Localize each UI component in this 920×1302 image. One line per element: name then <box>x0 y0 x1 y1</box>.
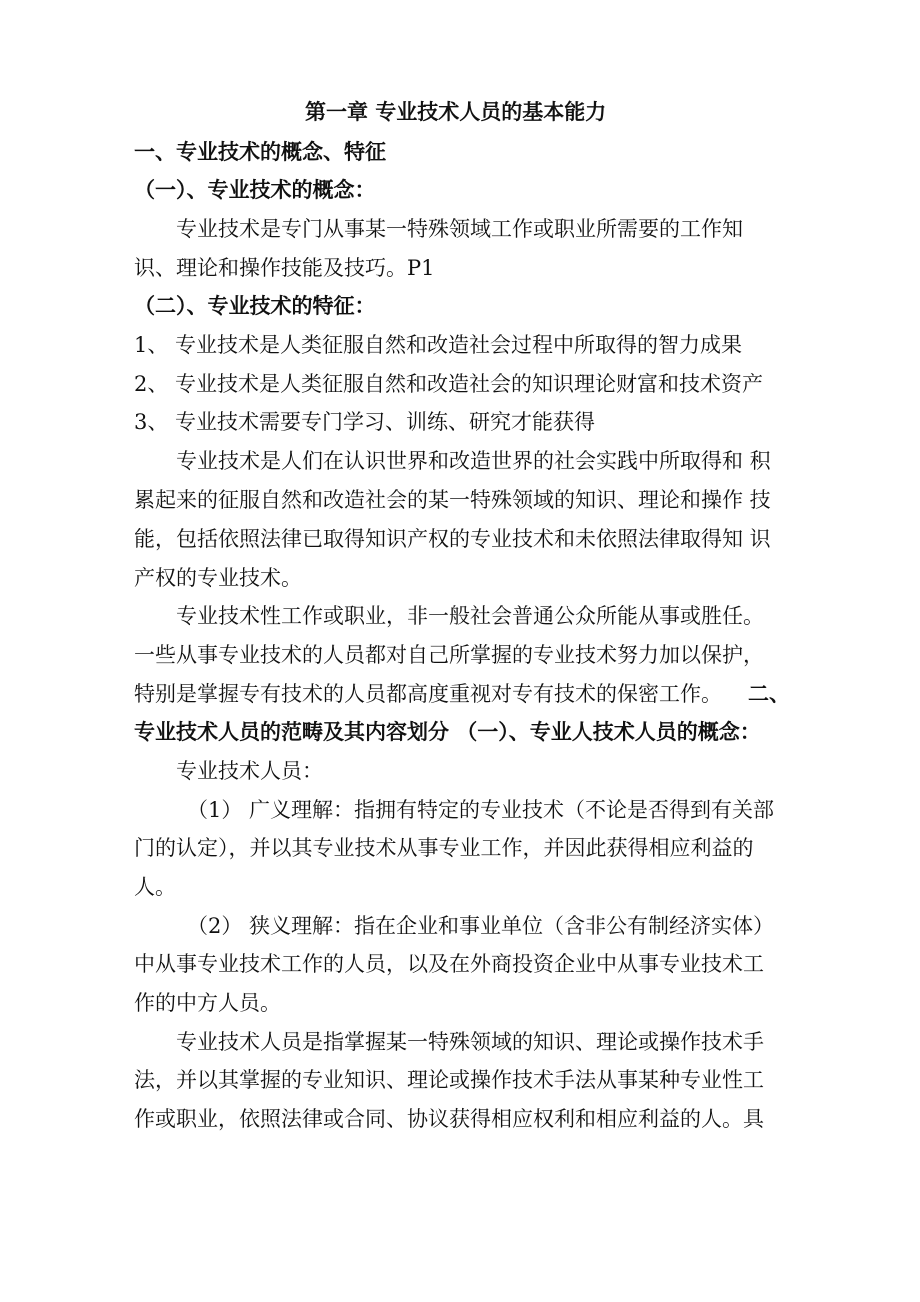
paragraph-line: 专业技术人员是指掌握某一特殊领域的知识、理论或操作技术手 <box>176 1030 764 1054</box>
paragraph-line: 专业技术性工作或职业，非一般社会普通公众所能从事或胜任。 <box>176 604 764 628</box>
paragraph-line: 门的认定），并以其专业技术从事专业工作，并因此获得相应利益的 <box>134 836 754 860</box>
list-item: 3、 专业技术需要专门学习、训练、研究才能获得 <box>134 410 596 434</box>
paragraph-line: 中从事专业技术工作的人员，以及在外商投资企业中从事专业技术工 <box>134 952 764 976</box>
paragraph-line: 识、理论和操作技能及技巧。P1 <box>134 256 435 280</box>
paragraph-line: 专业技术是专门从事某一特殊领域工作或职业所需要的工作知 <box>176 217 743 241</box>
section-heading-2: 专业技术人员的范畴及其内容划分 （一）、专业人技术人员的概念： <box>134 720 761 744</box>
subsection-heading-1: （一）、专业技术的概念： <box>134 178 376 202</box>
section-heading-2-number: 二、 <box>748 682 790 706</box>
list-item: 2、 专业技术是人类征服自然和改造社会的知识理论财富和技术资产 <box>134 372 764 396</box>
section-heading-1: 一、专业技术的概念、特征 <box>134 140 386 164</box>
paragraph-line: （2） 狭义理解：指在企业和事业单位（含非公有制经济实体） <box>187 914 775 938</box>
paragraph-line: 产权的专业技术。 <box>134 566 302 590</box>
list-item: 1、 专业技术是人类征服自然和改造社会过程中所取得的智力成果 <box>134 333 743 357</box>
paragraph-line: 特别是掌握专有技术的人员都高度重视对专有技术的保密工作。 <box>134 682 722 706</box>
paragraph-line: 专业技术人员： <box>176 759 323 783</box>
paragraph-line: 法，并以其掌握的专业知识、理论或操作技术手法从事某种专业性工 <box>134 1068 764 1092</box>
page-title: 第一章 专业技术人员的基本能力 <box>305 100 607 124</box>
paragraph-line: 作的中方人员。 <box>134 991 281 1015</box>
paragraph-line: 一些从事专业技术的人员都对自己所掌握的专业技术努力加以保护， <box>134 643 764 667</box>
paragraph-line: 能，包括依照法律已取得知识产权的专业技术和未依照法律取得知 识 <box>134 527 771 551</box>
paragraph-line: 专业技术是人们在认识世界和改造世界的社会实践中所取得和 积 <box>176 449 771 473</box>
paragraph-line: 累起来的征服自然和改造社会的某一特殊领域的知识、理论和操作 技 <box>134 488 771 512</box>
paragraph-line: （1） 广义理解：指拥有特定的专业技术（不论是否得到有关部 <box>187 798 775 822</box>
paragraph-line: 人。 <box>134 875 176 899</box>
paragraph-line: 作或职业，依照法律或合同、协议获得相应权利和相应利益的人。具 <box>134 1107 764 1131</box>
subsection-heading-2: （二）、专业技术的特征： <box>134 294 376 318</box>
